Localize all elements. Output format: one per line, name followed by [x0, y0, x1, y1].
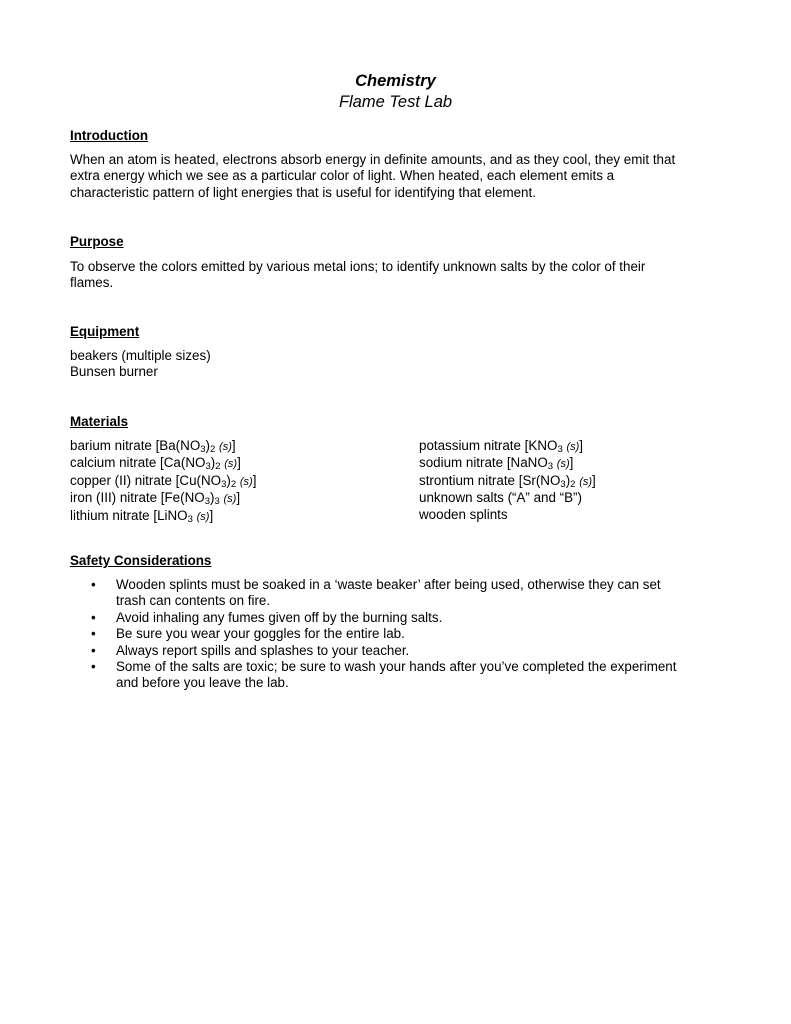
materials-heading: Materials	[70, 414, 129, 429]
equipment-item: Bunsen burner	[70, 364, 158, 380]
material-item	[70, 438, 256, 455]
material-bracket: ]	[231, 438, 236, 453]
equipment-heading: Equipment	[70, 324, 140, 339]
safety-item-line: and before you leave the lab.	[116, 675, 289, 691]
material-bracket: ]	[569, 455, 574, 471]
safety-item	[70, 659, 750, 692]
material-subscript: 3	[200, 444, 206, 455]
material-item	[419, 507, 596, 523]
safety-item-line: Wooden splints must be soaked in a ‘waste beaker’ after being used, otherwise they can set	[116, 577, 661, 592]
material-name: sodium nitrate [NaNO	[419, 455, 548, 471]
material-bracket: ]	[252, 472, 257, 488]
material-name: strontium nitrate [Sr(NO	[419, 472, 561, 488]
introduction-line: characteristic pattern of light energies that is useful for identifying that element.	[70, 184, 536, 200]
safety-item-line: Some of the salts are toxic; be sure to wash your hands after you’ve completed the experiment	[116, 659, 677, 675]
material-formula-part: )	[205, 438, 210, 453]
safety-item-line: trash can contents on fire.	[116, 593, 271, 609]
safety-heading: Safety Considerations	[70, 553, 212, 568]
material-state: (s)	[219, 441, 232, 453]
material-item	[70, 473, 256, 490]
introduction-heading: Introduction	[70, 128, 149, 143]
introduction-line: extra energy which we see as a particular color of light. When heated, each element emits a	[70, 168, 615, 184]
safety-item	[70, 577, 750, 610]
material-formula-part: )	[565, 472, 571, 488]
material-subscript: 3	[557, 444, 563, 455]
material-item	[419, 455, 596, 472]
material-state: (s)	[556, 458, 570, 471]
material-item	[70, 455, 256, 472]
material-bracket: ]	[237, 455, 241, 471]
equipment-list	[70, 348, 730, 381]
material-state: (s)	[579, 475, 593, 488]
material-subscript: 3	[547, 461, 554, 473]
bullet-icon: •	[91, 626, 96, 642]
material-name: lithium nitrate [LiNO	[70, 507, 188, 523]
introduction-line: When an atom is heated, electrons absorb energy in definite amounts, and as they cool, they emit that	[70, 152, 676, 167]
material-item	[419, 490, 596, 506]
material-state: (s)	[223, 493, 237, 506]
material-state: (s)	[196, 510, 210, 523]
introduction-text	[70, 152, 730, 201]
material-name: unknown salts (“A” and “B”)	[419, 490, 582, 506]
material-subscript: 2	[230, 478, 237, 490]
material-bracket: ]	[579, 438, 584, 453]
material-formula-part: )	[210, 455, 216, 471]
purpose-text	[70, 259, 730, 292]
purpose-heading: Purpose	[70, 234, 124, 249]
material-state: (s)	[566, 441, 580, 453]
material-item	[419, 473, 596, 490]
material-subscript: 3	[214, 496, 220, 508]
material-item	[70, 490, 256, 507]
material-name: calcium nitrate [Ca(NO	[70, 455, 206, 471]
document-title: Chemistry	[355, 72, 436, 90]
material-name: barium nitrate [Ba(NO	[70, 438, 201, 453]
safety-item-line: Always report spills and splashes to your teacher.	[116, 642, 410, 658]
materials-right-column	[419, 438, 596, 523]
material-bracket: ]	[236, 490, 241, 506]
material-subscript: 3	[204, 496, 210, 508]
material-item	[419, 438, 596, 455]
material-formula-part: )	[226, 472, 231, 488]
material-name: potassium nitrate [KNO	[419, 438, 558, 453]
bullet-icon: •	[91, 659, 96, 675]
material-bracket: ]	[209, 507, 214, 523]
material-subscript: 3	[187, 513, 193, 525]
safety-item	[70, 610, 750, 626]
material-subscript: 3	[221, 478, 227, 490]
material-item	[70, 508, 256, 525]
material-state: (s)	[239, 475, 253, 488]
materials-left-column	[70, 438, 256, 525]
document-subtitle: Flame Test Lab	[338, 93, 453, 111]
material-formula-part: )	[209, 490, 215, 506]
safety-item	[70, 626, 750, 642]
bullet-icon: •	[91, 577, 96, 592]
safety-item	[70, 643, 750, 659]
purpose-line: flames.	[70, 275, 114, 291]
material-subscript: 3	[560, 478, 566, 490]
material-subscript: 2	[215, 461, 221, 473]
equipment-item: beakers (multiple sizes)	[70, 348, 211, 363]
bullet-icon: •	[91, 609, 96, 625]
safety-item-line: Be sure you wear your goggles for the entire lab.	[116, 626, 405, 642]
safety-list	[70, 577, 750, 692]
material-name: iron (III) nitrate [Fe(NO	[70, 490, 205, 506]
material-name: wooden splints	[419, 506, 508, 522]
material-subscript: 2	[210, 444, 216, 455]
purpose-line: To observe the colors emitted by various metal ions; to identify unknown salts by the color of their	[70, 259, 646, 274]
material-subscript: 2	[570, 478, 576, 490]
material-state: (s)	[224, 458, 238, 471]
material-name: copper (II) nitrate [Cu(NO	[70, 472, 222, 488]
safety-item-line: Avoid inhaling any fumes given off by the burning salts.	[116, 609, 443, 625]
bullet-icon: •	[91, 642, 96, 658]
material-bracket: ]	[592, 472, 596, 488]
material-subscript: 3	[205, 461, 211, 473]
